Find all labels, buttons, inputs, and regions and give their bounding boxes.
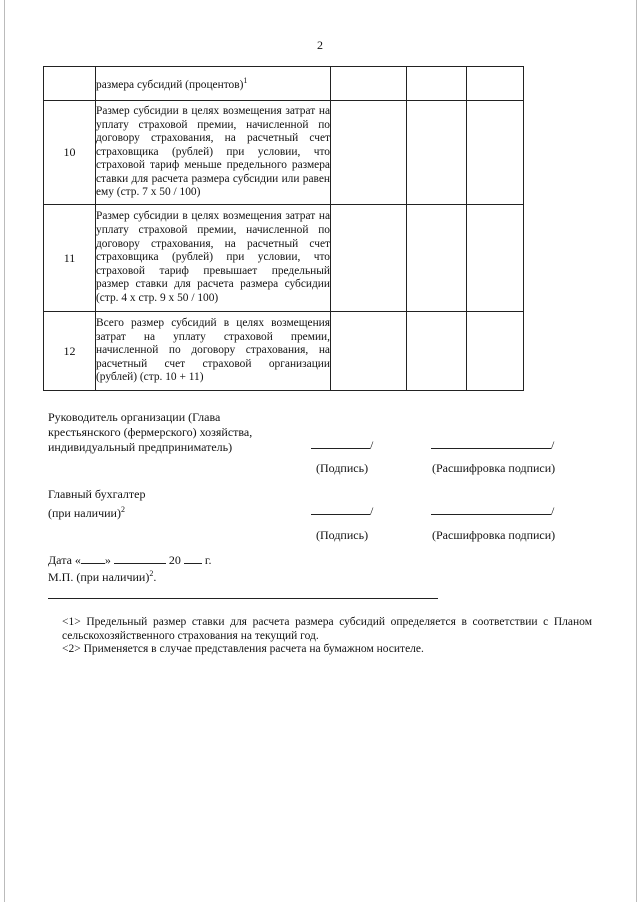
head-signature-caption: (Подпись)	[316, 461, 369, 475]
row-description: размера субсидий (процентов)$^1$	[96, 67, 331, 101]
value-cell	[331, 101, 407, 205]
footnote-2: <2> Применяется в случае представления расчета на бумажном носителе.	[62, 643, 424, 655]
calculation-table	[43, 66, 524, 391]
accountant-decoding-caption: (Расшифровка подписи)	[432, 528, 556, 542]
row-number	[44, 67, 96, 101]
date-line[interactable]: Дата « » 20 г.	[48, 553, 212, 567]
footnote-separator	[48, 598, 438, 599]
head-decoding-caption: (Расшифровка подписи)	[432, 461, 556, 475]
scan-edge-right	[636, 0, 637, 902]
value-cell	[407, 312, 467, 391]
table-row	[44, 205, 524, 312]
value-cell	[467, 312, 524, 391]
value-cell	[467, 101, 524, 205]
table-row	[44, 312, 524, 391]
accountant-signature-line[interactable]: /	[311, 503, 373, 519]
row-number: 11	[44, 205, 96, 312]
stamp-line: М.П. (при наличии)$^2$.	[48, 569, 157, 584]
row-number: 10	[44, 101, 96, 205]
value-cell	[407, 67, 467, 101]
head-decoding-line[interactable]: /	[431, 437, 554, 453]
accountant-signature-caption: (Подпись)	[316, 528, 369, 542]
table-row	[44, 67, 524, 101]
value-cell	[331, 312, 407, 391]
footnote-1: <1> Предельный размер ставки для расчета размера субсидий определяется в соответствии с Планом сельскохозяйственного страхования на текущий год.	[62, 616, 592, 642]
page-number: 2	[317, 38, 323, 52]
scan-edge-left	[4, 0, 5, 902]
row-description: Всего размер субсидий в целях возмещения затрат на уплату страховой премии, начисленной по договору страхования, на расчетный счет страховой организации (рублей) (стр. 10 + 11)	[96, 312, 331, 391]
row-description: Размер субсидии в целях возмещения затрат на уплату страховой премии, начисленной по договору страхования, на расчетный счет страховщика (рублей) при условии, что страховой тариф меньше предельного размера ставки для расчета размера субсидии или равен ему (стр. 7 x 50 / 100)	[96, 101, 331, 205]
value-cell	[331, 67, 407, 101]
row-number: 12	[44, 312, 96, 391]
head-signature-line[interactable]: /	[311, 437, 373, 453]
accountant-decoding-line[interactable]: /	[431, 503, 554, 519]
accountant-label: Главный бухгалтер (при наличии)$^2$	[48, 487, 146, 520]
row-description: Размер субсидии в целях возмещения затрат на уплату страховой премии, начисленной по договору страхования, на расчетный счет страховщика (рублей) при условии, что страховой тариф превышает предельный размер ставки для расчета размера субсидии (стр. 4 x стр. 9 x 50 / 100)	[96, 205, 331, 312]
value-cell	[331, 205, 407, 312]
table-row	[44, 101, 524, 205]
value-cell	[467, 67, 524, 101]
value-cell	[467, 205, 524, 312]
value-cell	[407, 101, 467, 205]
value-cell	[407, 205, 467, 312]
head-label: Руководитель организации (Глава крестьянского (фермерского) хозяйства, индивидуальный предприниматель)	[48, 410, 253, 454]
